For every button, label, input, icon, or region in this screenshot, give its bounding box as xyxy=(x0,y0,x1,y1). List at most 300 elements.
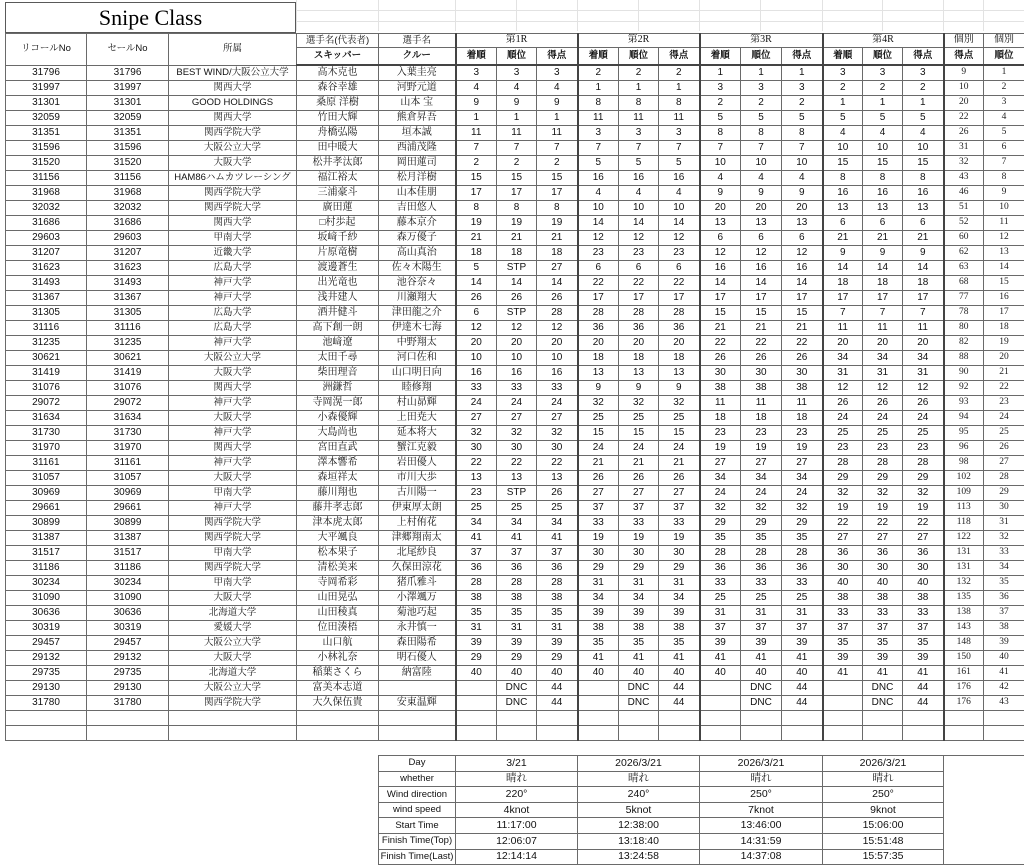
cell-club[interactable]: 関西大学 xyxy=(169,81,297,96)
cell-r1-finish[interactable]: 32 xyxy=(456,426,497,441)
cell-r2-place[interactable]: 39 xyxy=(619,606,659,621)
cell-r1-place[interactable]: 39 xyxy=(497,636,537,651)
cell-r1-points[interactable]: 12 xyxy=(537,321,578,336)
cell-r4-place[interactable]: 6 xyxy=(863,216,903,231)
cell-r1-place[interactable]: 32 xyxy=(497,426,537,441)
cell-r2-finish[interactable]: 30 xyxy=(578,546,619,561)
cell-r1-place[interactable]: 26 xyxy=(497,291,537,306)
cell-crew[interactable]: 上田尭大 xyxy=(379,411,456,426)
cell-r1-finish[interactable]: 16 xyxy=(456,366,497,381)
cell-r4-finish[interactable]: 20 xyxy=(823,336,863,351)
cell-r1-place[interactable]: 12 xyxy=(497,321,537,336)
cell-club[interactable]: 甲南大学 xyxy=(169,486,297,501)
cell-r3-finish[interactable]: 17 xyxy=(700,291,741,306)
cell-recall-no[interactable]: 31493 xyxy=(6,276,87,291)
cell-r4-place[interactable]: 8 xyxy=(863,171,903,186)
cell-r3-points[interactable]: 26 xyxy=(782,351,823,366)
cell-recall-no[interactable]: 31301 xyxy=(6,96,87,111)
cell-individual-rank[interactable]: 5 xyxy=(984,126,1024,141)
cell-individual-score[interactable]: 46 xyxy=(944,186,984,201)
cell-r1-points[interactable]: 22 xyxy=(537,456,578,471)
cell-r4-finish[interactable]: 26 xyxy=(823,396,863,411)
cell-r4-points[interactable]: 21 xyxy=(903,231,944,246)
cell-sail-no[interactable]: 31387 xyxy=(87,531,169,546)
cell-r1-finish[interactable]: 25 xyxy=(456,501,497,516)
cell-club[interactable]: HAM86ハムカツレーシング xyxy=(169,171,297,186)
cell-r2-place[interactable]: 13 xyxy=(619,366,659,381)
cell-r3-points[interactable]: 12 xyxy=(782,246,823,261)
cell-r2-finish[interactable]: 15 xyxy=(578,426,619,441)
cell-r3-place[interactable]: DNC xyxy=(741,681,782,696)
cell-r4-points[interactable]: 17 xyxy=(903,291,944,306)
cell-r4-finish[interactable]: 37 xyxy=(823,621,863,636)
cell-r3-place[interactable]: 7 xyxy=(741,141,782,156)
cell-r1-points[interactable]: 18 xyxy=(537,246,578,261)
race-info-value-r1[interactable]: 11:17:00 xyxy=(456,818,578,834)
cell-r3-points[interactable]: 5 xyxy=(782,111,823,126)
cell-individual-score[interactable]: 122 xyxy=(944,531,984,546)
cell-r4-points[interactable]: 6 xyxy=(903,216,944,231)
cell-r4-place[interactable]: 9 xyxy=(863,246,903,261)
cell-club[interactable]: 関西学院大学 xyxy=(169,696,297,711)
cell-club[interactable]: 愛媛大学 xyxy=(169,621,297,636)
cell-crew[interactable]: 伊達木七海 xyxy=(379,321,456,336)
cell-r3-points[interactable]: 38 xyxy=(782,381,823,396)
cell-skipper[interactable]: 山田稜真 xyxy=(297,606,379,621)
cell-r3-place[interactable]: 23 xyxy=(741,426,782,441)
cell-r2-place[interactable]: 34 xyxy=(619,591,659,606)
cell-r1-points[interactable]: 20 xyxy=(537,336,578,351)
cell-r1-points[interactable]: 28 xyxy=(537,576,578,591)
cell-skipper[interactable]: 片原竜樹 xyxy=(297,246,379,261)
cell-r2-points[interactable]: 34 xyxy=(659,591,700,606)
cell-r1-finish[interactable] xyxy=(456,681,497,696)
cell-r3-finish[interactable]: 7 xyxy=(700,141,741,156)
cell-r1-place[interactable]: STP xyxy=(497,261,537,276)
cell-individual-score[interactable]: 176 xyxy=(944,681,984,696)
cell-r4-points[interactable]: 32 xyxy=(903,486,944,501)
cell-r3-place[interactable]: 11 xyxy=(741,396,782,411)
cell-skipper[interactable]: 高木克也 xyxy=(297,65,379,81)
cell-r2-place[interactable]: 11 xyxy=(619,111,659,126)
cell-crew[interactable]: 吉田悠人 xyxy=(379,201,456,216)
cell-crew[interactable]: 森万優子 xyxy=(379,231,456,246)
cell-r4-place[interactable]: 31 xyxy=(863,366,903,381)
cell-r3-place[interactable]: 4 xyxy=(741,171,782,186)
cell-r2-points[interactable]: 5 xyxy=(659,156,700,171)
cell-r1-finish[interactable]: 27 xyxy=(456,411,497,426)
cell-individual-rank[interactable]: 38 xyxy=(984,621,1024,636)
cell-r3-points[interactable]: 35 xyxy=(782,531,823,546)
cell-sail-no[interactable]: 31520 xyxy=(87,156,169,171)
cell-r4-place[interactable]: 13 xyxy=(863,201,903,216)
race-info-value-r3[interactable]: 7knot xyxy=(700,802,823,818)
cell-individual-score[interactable]: 131 xyxy=(944,561,984,576)
cell-r2-points[interactable]: 16 xyxy=(659,171,700,186)
cell-skipper[interactable]: 寺岡滉一郎 xyxy=(297,396,379,411)
cell-r4-finish[interactable]: 36 xyxy=(823,546,863,561)
cell-r4-finish[interactable]: 33 xyxy=(823,606,863,621)
cell-skipper[interactable]: 藤川翔也 xyxy=(297,486,379,501)
cell-sail-no[interactable]: 31116 xyxy=(87,321,169,336)
cell-r4-place[interactable]: 40 xyxy=(863,576,903,591)
cell-recall-no[interactable]: 31634 xyxy=(6,411,87,426)
cell-recall-no[interactable]: 31235 xyxy=(6,336,87,351)
cell-r3-finish[interactable]: 1 xyxy=(700,65,741,81)
cell-crew[interactable]: 津田龍之介 xyxy=(379,306,456,321)
cell-r1-place[interactable]: 11 xyxy=(497,126,537,141)
cell-skipper[interactable]: 山田晃弘 xyxy=(297,591,379,606)
cell-sail-no[interactable]: 30234 xyxy=(87,576,169,591)
cell-r2-finish[interactable]: 18 xyxy=(578,351,619,366)
cell-r3-points[interactable]: 14 xyxy=(782,276,823,291)
cell-r2-place[interactable]: 5 xyxy=(619,156,659,171)
cell-recall-no[interactable]: 31730 xyxy=(6,426,87,441)
cell-r4-place[interactable]: 33 xyxy=(863,606,903,621)
cell-r3-points[interactable]: 31 xyxy=(782,606,823,621)
cell-r1-place[interactable]: 34 xyxy=(497,516,537,531)
race-info-value-r2[interactable]: 13:18:40 xyxy=(578,833,700,849)
cell-r2-place[interactable]: 10 xyxy=(619,201,659,216)
cell-recall-no[interactable]: 31596 xyxy=(6,141,87,156)
cell-r4-finish[interactable]: 6 xyxy=(823,216,863,231)
cell-r1-place[interactable]: 17 xyxy=(497,186,537,201)
cell-r4-place[interactable]: 7 xyxy=(863,306,903,321)
cell-individual-score[interactable]: 22 xyxy=(944,111,984,126)
cell-sail-no[interactable]: 31156 xyxy=(87,171,169,186)
cell-individual-score[interactable]: 135 xyxy=(944,591,984,606)
cell-r2-place[interactable]: 33 xyxy=(619,516,659,531)
cell-r4-place[interactable]: 12 xyxy=(863,381,903,396)
cell-individual-rank[interactable]: 25 xyxy=(984,426,1024,441)
cell-recall-no[interactable]: 31968 xyxy=(6,186,87,201)
cell-r2-points[interactable]: 8 xyxy=(659,96,700,111)
cell-club[interactable]: 神戸大学 xyxy=(169,426,297,441)
cell-r3-finish[interactable]: 21 xyxy=(700,321,741,336)
race-info-value-r1[interactable]: 4knot xyxy=(456,802,578,818)
cell-r4-place[interactable]: 36 xyxy=(863,546,903,561)
cell-r2-place[interactable]: 2 xyxy=(619,65,659,81)
cell-recall-no[interactable]: 31076 xyxy=(6,381,87,396)
cell-sail-no[interactable]: 32059 xyxy=(87,111,169,126)
cell-sail-no[interactable]: 31186 xyxy=(87,561,169,576)
cell-r1-place[interactable]: 33 xyxy=(497,381,537,396)
cell-r4-finish[interactable]: 35 xyxy=(823,636,863,651)
cell-individual-score[interactable]: 95 xyxy=(944,426,984,441)
cell-r3-finish[interactable]: 15 xyxy=(700,306,741,321)
cell-crew[interactable]: 川瀬翔大 xyxy=(379,291,456,306)
cell-recall-no[interactable]: 31161 xyxy=(6,456,87,471)
cell-skipper[interactable]: 森垣祥太 xyxy=(297,471,379,486)
cell-individual-rank[interactable]: 23 xyxy=(984,396,1024,411)
cell-r4-finish[interactable]: 10 xyxy=(823,141,863,156)
race-info-value-r2[interactable]: 晴れ xyxy=(578,771,700,787)
cell-r2-place[interactable]: 9 xyxy=(619,381,659,396)
cell-r1-points[interactable]: 39 xyxy=(537,636,578,651)
cell-r4-finish[interactable]: 16 xyxy=(823,186,863,201)
cell-r1-finish[interactable]: 28 xyxy=(456,576,497,591)
cell-r3-points[interactable]: 13 xyxy=(782,216,823,231)
cell-r3-place[interactable]: 21 xyxy=(741,321,782,336)
cell-r4-points[interactable]: 40 xyxy=(903,576,944,591)
cell-r3-place[interactable]: 32 xyxy=(741,501,782,516)
cell-r3-place[interactable]: 15 xyxy=(741,306,782,321)
cell-r2-points[interactable]: 41 xyxy=(659,651,700,666)
cell-individual-rank[interactable]: 19 xyxy=(984,336,1024,351)
cell-r2-place[interactable]: 35 xyxy=(619,636,659,651)
cell-recall-no[interactable]: 29072 xyxy=(6,396,87,411)
cell-r2-points[interactable]: 39 xyxy=(659,606,700,621)
cell-r2-finish[interactable]: 12 xyxy=(578,231,619,246)
cell-r2-place[interactable]: 21 xyxy=(619,456,659,471)
cell-individual-score[interactable]: 150 xyxy=(944,651,984,666)
cell-r4-finish[interactable]: 25 xyxy=(823,426,863,441)
cell-r2-finish[interactable]: 32 xyxy=(578,396,619,411)
cell-r3-points[interactable]: 32 xyxy=(782,501,823,516)
cell-r4-points[interactable]: 11 xyxy=(903,321,944,336)
cell-r4-points[interactable]: 27 xyxy=(903,531,944,546)
cell-r3-points[interactable]: 40 xyxy=(782,666,823,681)
cell-r1-place[interactable]: 2 xyxy=(497,156,537,171)
cell-sail-no[interactable]: 31493 xyxy=(87,276,169,291)
cell-r2-finish[interactable]: 21 xyxy=(578,456,619,471)
cell-crew[interactable]: 垣本誠 xyxy=(379,126,456,141)
cell-r4-points[interactable]: 2 xyxy=(903,81,944,96)
empty-cell[interactable] xyxy=(297,726,379,741)
cell-crew[interactable]: 入葉圭亮 xyxy=(379,65,456,81)
cell-r3-points[interactable]: 36 xyxy=(782,561,823,576)
cell-r2-points[interactable]: 38 xyxy=(659,621,700,636)
cell-crew[interactable]: 森田陽希 xyxy=(379,636,456,651)
cell-club[interactable]: 甲南大学 xyxy=(169,231,297,246)
cell-recall-no[interactable]: 31090 xyxy=(6,591,87,606)
cell-sail-no[interactable]: 29457 xyxy=(87,636,169,651)
race-info-value-r3[interactable]: 13:46:00 xyxy=(700,818,823,834)
cell-r4-finish[interactable]: 40 xyxy=(823,576,863,591)
empty-cell[interactable] xyxy=(537,726,578,741)
cell-individual-rank[interactable]: 31 xyxy=(984,516,1024,531)
cell-r4-place[interactable]: 27 xyxy=(863,531,903,546)
cell-sail-no[interactable]: 31301 xyxy=(87,96,169,111)
cell-sail-no[interactable]: 31623 xyxy=(87,261,169,276)
cell-r4-points[interactable]: 16 xyxy=(903,186,944,201)
cell-recall-no[interactable]: 31419 xyxy=(6,366,87,381)
cell-individual-score[interactable]: 52 xyxy=(944,216,984,231)
cell-recall-no[interactable]: 30969 xyxy=(6,486,87,501)
cell-r2-place[interactable]: 28 xyxy=(619,306,659,321)
cell-skipper[interactable]: 松本果子 xyxy=(297,546,379,561)
cell-r3-points[interactable]: 11 xyxy=(782,396,823,411)
cell-club[interactable]: 神戸大学 xyxy=(169,396,297,411)
cell-sail-no[interactable]: 31161 xyxy=(87,456,169,471)
cell-r2-place[interactable]: 41 xyxy=(619,651,659,666)
cell-individual-rank[interactable]: 7 xyxy=(984,156,1024,171)
cell-crew[interactable]: 岡田蓮司 xyxy=(379,156,456,171)
cell-r1-finish[interactable]: 39 xyxy=(456,636,497,651)
cell-r2-points[interactable]: 9 xyxy=(659,381,700,396)
cell-r1-place[interactable]: 10 xyxy=(497,351,537,366)
cell-r4-finish[interactable]: 8 xyxy=(823,171,863,186)
cell-individual-rank[interactable]: 8 xyxy=(984,171,1024,186)
cell-r2-points[interactable]: 25 xyxy=(659,411,700,426)
cell-r2-points[interactable]: 14 xyxy=(659,216,700,231)
cell-r4-place[interactable]: 18 xyxy=(863,276,903,291)
cell-sail-no[interactable]: 29603 xyxy=(87,231,169,246)
cell-r3-points[interactable]: 34 xyxy=(782,471,823,486)
cell-r2-points[interactable]: 30 xyxy=(659,546,700,561)
cell-crew[interactable]: 中野翔太 xyxy=(379,336,456,351)
race-info-value-r1[interactable]: 3/21 xyxy=(456,756,578,772)
cell-individual-rank[interactable]: 17 xyxy=(984,306,1024,321)
cell-r2-finish[interactable]: 37 xyxy=(578,501,619,516)
cell-r1-points[interactable]: 26 xyxy=(537,291,578,306)
cell-club[interactable]: 広島大学 xyxy=(169,261,297,276)
cell-individual-rank[interactable]: 2 xyxy=(984,81,1024,96)
cell-r4-points[interactable]: 8 xyxy=(903,171,944,186)
cell-skipper[interactable]: 田中暖大 xyxy=(297,141,379,156)
cell-skipper[interactable]: 福江裕太 xyxy=(297,171,379,186)
cell-r1-points[interactable]: 27 xyxy=(537,411,578,426)
cell-individual-score[interactable]: 88 xyxy=(944,351,984,366)
cell-sail-no[interactable]: 29072 xyxy=(87,396,169,411)
cell-skipper[interactable]: 坂﨑千紗 xyxy=(297,231,379,246)
cell-crew[interactable]: 松月洋樹 xyxy=(379,171,456,186)
cell-r4-points[interactable]: 33 xyxy=(903,606,944,621)
cell-individual-score[interactable]: 94 xyxy=(944,411,984,426)
cell-r2-place[interactable]: 14 xyxy=(619,216,659,231)
cell-r1-finish[interactable]: 1 xyxy=(456,111,497,126)
cell-skipper[interactable]: 宮田直武 xyxy=(297,441,379,456)
cell-skipper[interactable]: 高下創一朗 xyxy=(297,321,379,336)
cell-individual-score[interactable]: 138 xyxy=(944,606,984,621)
cell-r4-finish[interactable] xyxy=(823,696,863,711)
cell-r2-place[interactable]: 7 xyxy=(619,141,659,156)
cell-r2-points[interactable]: 10 xyxy=(659,201,700,216)
cell-r3-place[interactable]: 10 xyxy=(741,156,782,171)
cell-r1-finish[interactable]: 9 xyxy=(456,96,497,111)
cell-individual-score[interactable]: 176 xyxy=(944,696,984,711)
cell-r4-place[interactable]: 22 xyxy=(863,516,903,531)
cell-individual-score[interactable]: 43 xyxy=(944,171,984,186)
cell-skipper[interactable]: 竹田大輝 xyxy=(297,111,379,126)
cell-r1-points[interactable]: 1 xyxy=(537,111,578,126)
cell-r4-points[interactable]: 34 xyxy=(903,351,944,366)
cell-skipper[interactable]: 清松美来 xyxy=(297,561,379,576)
cell-r4-points[interactable]: 29 xyxy=(903,471,944,486)
cell-r4-points[interactable]: 35 xyxy=(903,636,944,651)
cell-r4-finish[interactable]: 28 xyxy=(823,456,863,471)
empty-cell[interactable] xyxy=(782,726,823,741)
cell-r1-points[interactable]: 33 xyxy=(537,381,578,396)
cell-r2-finish[interactable]: 28 xyxy=(578,306,619,321)
cell-r2-points[interactable]: 11 xyxy=(659,111,700,126)
cell-individual-score[interactable]: 10 xyxy=(944,81,984,96)
cell-r2-place[interactable]: 3 xyxy=(619,126,659,141)
cell-r3-finish[interactable]: 23 xyxy=(700,426,741,441)
cell-r2-place[interactable]: 15 xyxy=(619,426,659,441)
cell-r4-place[interactable]: 11 xyxy=(863,321,903,336)
cell-r4-place[interactable]: 30 xyxy=(863,561,903,576)
cell-r1-place[interactable]: 9 xyxy=(497,96,537,111)
cell-r2-finish[interactable]: 26 xyxy=(578,471,619,486)
cell-individual-rank[interactable]: 20 xyxy=(984,351,1024,366)
cell-r4-points[interactable]: 19 xyxy=(903,501,944,516)
cell-club[interactable]: 大阪公立大学 xyxy=(169,636,297,651)
cell-r4-points[interactable]: 4 xyxy=(903,126,944,141)
cell-r4-place[interactable]: 16 xyxy=(863,186,903,201)
cell-r3-finish[interactable]: 37 xyxy=(700,621,741,636)
cell-crew[interactable]: 池谷奈々 xyxy=(379,276,456,291)
cell-r3-place[interactable]: 16 xyxy=(741,261,782,276)
cell-r4-points[interactable]: 1 xyxy=(903,96,944,111)
cell-club[interactable]: 関西学院大学 xyxy=(169,516,297,531)
empty-cell[interactable] xyxy=(537,711,578,726)
cell-r2-place[interactable]: 1 xyxy=(619,81,659,96)
cell-club[interactable]: 大阪公立大学 xyxy=(169,681,297,696)
cell-r3-place[interactable]: 9 xyxy=(741,186,782,201)
cell-r2-points[interactable]: 20 xyxy=(659,336,700,351)
cell-r2-points[interactable]: 28 xyxy=(659,306,700,321)
cell-r4-place[interactable]: 4 xyxy=(863,126,903,141)
cell-skipper[interactable]: 柴田理音 xyxy=(297,366,379,381)
cell-skipper[interactable]: 澤本響希 xyxy=(297,456,379,471)
cell-r2-points[interactable]: 44 xyxy=(659,681,700,696)
cell-crew[interactable]: 岩田優人 xyxy=(379,456,456,471)
cell-r1-finish[interactable]: 4 xyxy=(456,81,497,96)
empty-cell[interactable] xyxy=(169,726,297,741)
cell-sail-no[interactable]: 31997 xyxy=(87,81,169,96)
cell-r1-finish[interactable]: 38 xyxy=(456,591,497,606)
empty-cell[interactable] xyxy=(456,711,497,726)
empty-cell[interactable] xyxy=(741,726,782,741)
cell-recall-no[interactable]: 31057 xyxy=(6,471,87,486)
cell-r2-points[interactable]: 19 xyxy=(659,531,700,546)
cell-r2-points[interactable]: 36 xyxy=(659,321,700,336)
cell-individual-score[interactable]: 26 xyxy=(944,126,984,141)
cell-skipper[interactable]: 廣田蓮 xyxy=(297,201,379,216)
cell-crew[interactable]: 西浦茂隆 xyxy=(379,141,456,156)
race-info-value-r4[interactable]: 晴れ xyxy=(823,771,944,787)
cell-r3-finish[interactable]: 30 xyxy=(700,366,741,381)
cell-r1-place[interactable]: 14 xyxy=(497,276,537,291)
cell-individual-score[interactable]: 131 xyxy=(944,546,984,561)
cell-individual-score[interactable]: 92 xyxy=(944,381,984,396)
cell-sail-no[interactable]: 31780 xyxy=(87,696,169,711)
cell-r1-points[interactable]: 38 xyxy=(537,591,578,606)
cell-individual-score[interactable]: 60 xyxy=(944,231,984,246)
cell-r2-finish[interactable]: 23 xyxy=(578,246,619,261)
empty-cell[interactable] xyxy=(700,726,741,741)
cell-recall-no[interactable]: 31387 xyxy=(6,531,87,546)
cell-r3-points[interactable]: 9 xyxy=(782,186,823,201)
cell-r1-points[interactable]: 24 xyxy=(537,396,578,411)
cell-r4-place[interactable]: 29 xyxy=(863,471,903,486)
cell-r4-place[interactable]: 17 xyxy=(863,291,903,306)
cell-crew[interactable]: 熊倉昇吾 xyxy=(379,111,456,126)
cell-r2-points[interactable]: 27 xyxy=(659,486,700,501)
cell-r1-points[interactable]: 28 xyxy=(537,306,578,321)
cell-r3-finish[interactable]: 14 xyxy=(700,276,741,291)
empty-cell[interactable] xyxy=(984,726,1024,741)
cell-individual-rank[interactable]: 37 xyxy=(984,606,1024,621)
cell-skipper[interactable]: 位田湊梧 xyxy=(297,621,379,636)
cell-r4-finish[interactable]: 19 xyxy=(823,501,863,516)
cell-individual-score[interactable]: 77 xyxy=(944,291,984,306)
cell-individual-rank[interactable]: 35 xyxy=(984,576,1024,591)
cell-r1-points[interactable]: 21 xyxy=(537,231,578,246)
cell-r2-place[interactable]: 4 xyxy=(619,186,659,201)
cell-r2-place[interactable]: 25 xyxy=(619,411,659,426)
